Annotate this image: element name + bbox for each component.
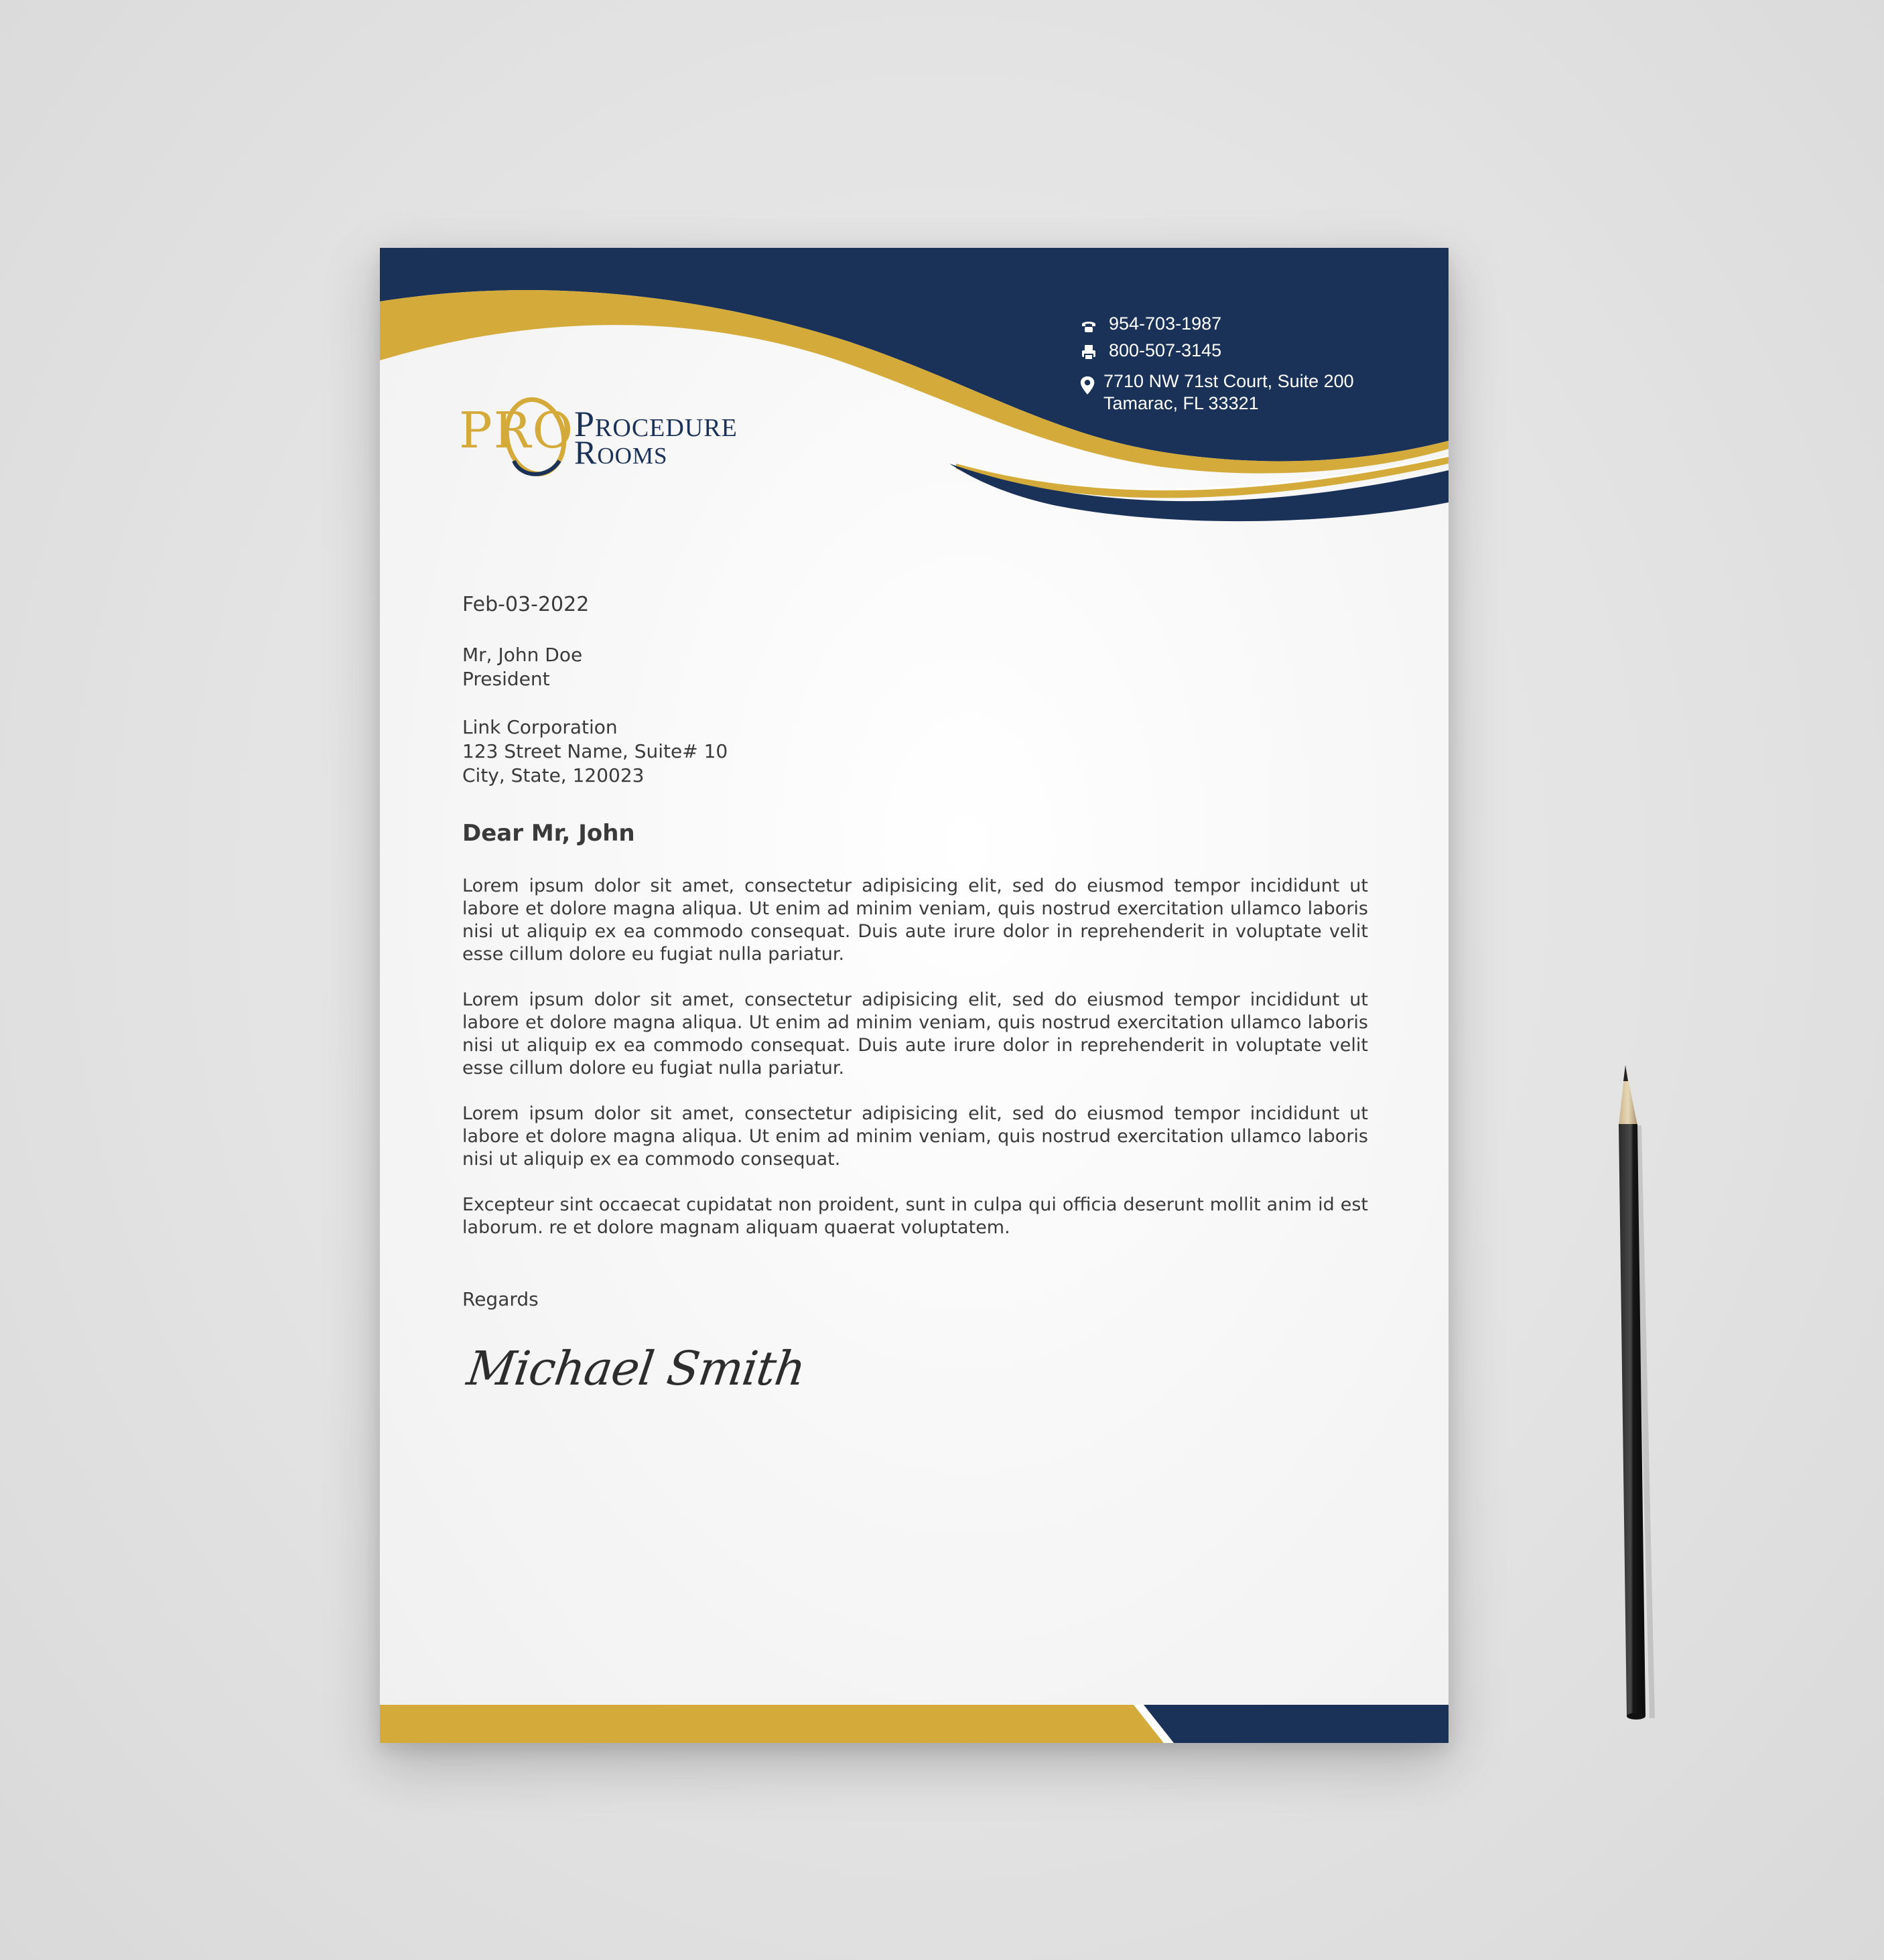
- footer-navy-stripe: [1144, 1705, 1449, 1743]
- company-name: Link Corporation: [462, 716, 618, 738]
- footer-stripe-graphic: [380, 1705, 1449, 1743]
- recipient-title: President: [462, 668, 550, 690]
- body-paragraph: Lorem ipsum dolor sit amet, consectetur adipisicing elit, sed do eiusmod tempor incididunt ut labore et dolore magna aliqua. Ut enim ad minim veniam, quis nostrud exercitation ullamco laboris nisi ut aliquip ex ea commodo consequat. Duis aute irure dolor in reprehenderit in voluptate velit esse cillum dolore eu fugiat nulla pariatur.: [462, 989, 1368, 1078]
- letter-date: Feb-03-2022: [462, 593, 590, 616]
- contact-fax: 800-507-3145: [1109, 340, 1222, 360]
- logo-mark-text: PRO: [459, 402, 575, 460]
- contact-address-line1: 7710 NW 71st Court, Suite 200: [1103, 371, 1354, 391]
- footer-gold-stripe: [380, 1705, 1164, 1743]
- recipient-name: Mr, John Doe: [462, 644, 583, 666]
- letterhead-sheet: [380, 248, 1449, 1743]
- company-logo: [459, 382, 807, 482]
- logo-name-line1: Procedure: [574, 404, 738, 444]
- company-address-block: [462, 715, 728, 788]
- salutation: Dear Mr, John: [462, 820, 635, 847]
- logo-name-line2: Rooms: [574, 433, 668, 471]
- recipient-block: [462, 643, 582, 691]
- body-paragraph: Excepteur sint occaecat cupidatat non proident, sunt in culpa qui officia deserunt mollit anim id est laborum. re et dolore magnam aliquam quaerat voluptatem.: [462, 1194, 1368, 1238]
- pencil-prop: [1608, 1065, 1655, 1725]
- fax-icon: [1079, 343, 1098, 362]
- company-street: 123 Street Name, Suite# 10: [462, 740, 728, 762]
- body-paragraph: Lorem ipsum dolor sit amet, consectetur adipisicing elit, sed do eiusmod tempor incididunt ut labore et dolore magna aliqua. Ut enim ad minim veniam, quis nostrud exercitation ullamco laboris nisi ut aliquip ex ea commodo consequat. Duis aute irure dolor in reprehenderit in voluptate velit esse cillum dolore eu fugiat nulla pariatur.: [462, 876, 1368, 965]
- phone-icon: [1079, 316, 1098, 335]
- contact-phone: 954-703-1987: [1109, 313, 1222, 334]
- body-paragraphs: [462, 875, 1368, 1262]
- signature: Michael Smith: [464, 1341, 809, 1396]
- closing: Regards: [462, 1288, 539, 1310]
- body-paragraph: Lorem ipsum dolor sit amet, consectetur adipisicing elit, sed do eiusmod tempor incididunt ut labore et dolore magna aliqua. Ut enim ad minim veniam, quis nostrud exercitation ullamco laboris nisi ut aliquip ex ea commodo consequat.: [462, 1103, 1368, 1170]
- location-pin-icon: [1079, 374, 1097, 395]
- contact-address-line2: Tamarac, FL 33321: [1103, 393, 1259, 413]
- company-city: City, State, 120023: [462, 764, 645, 786]
